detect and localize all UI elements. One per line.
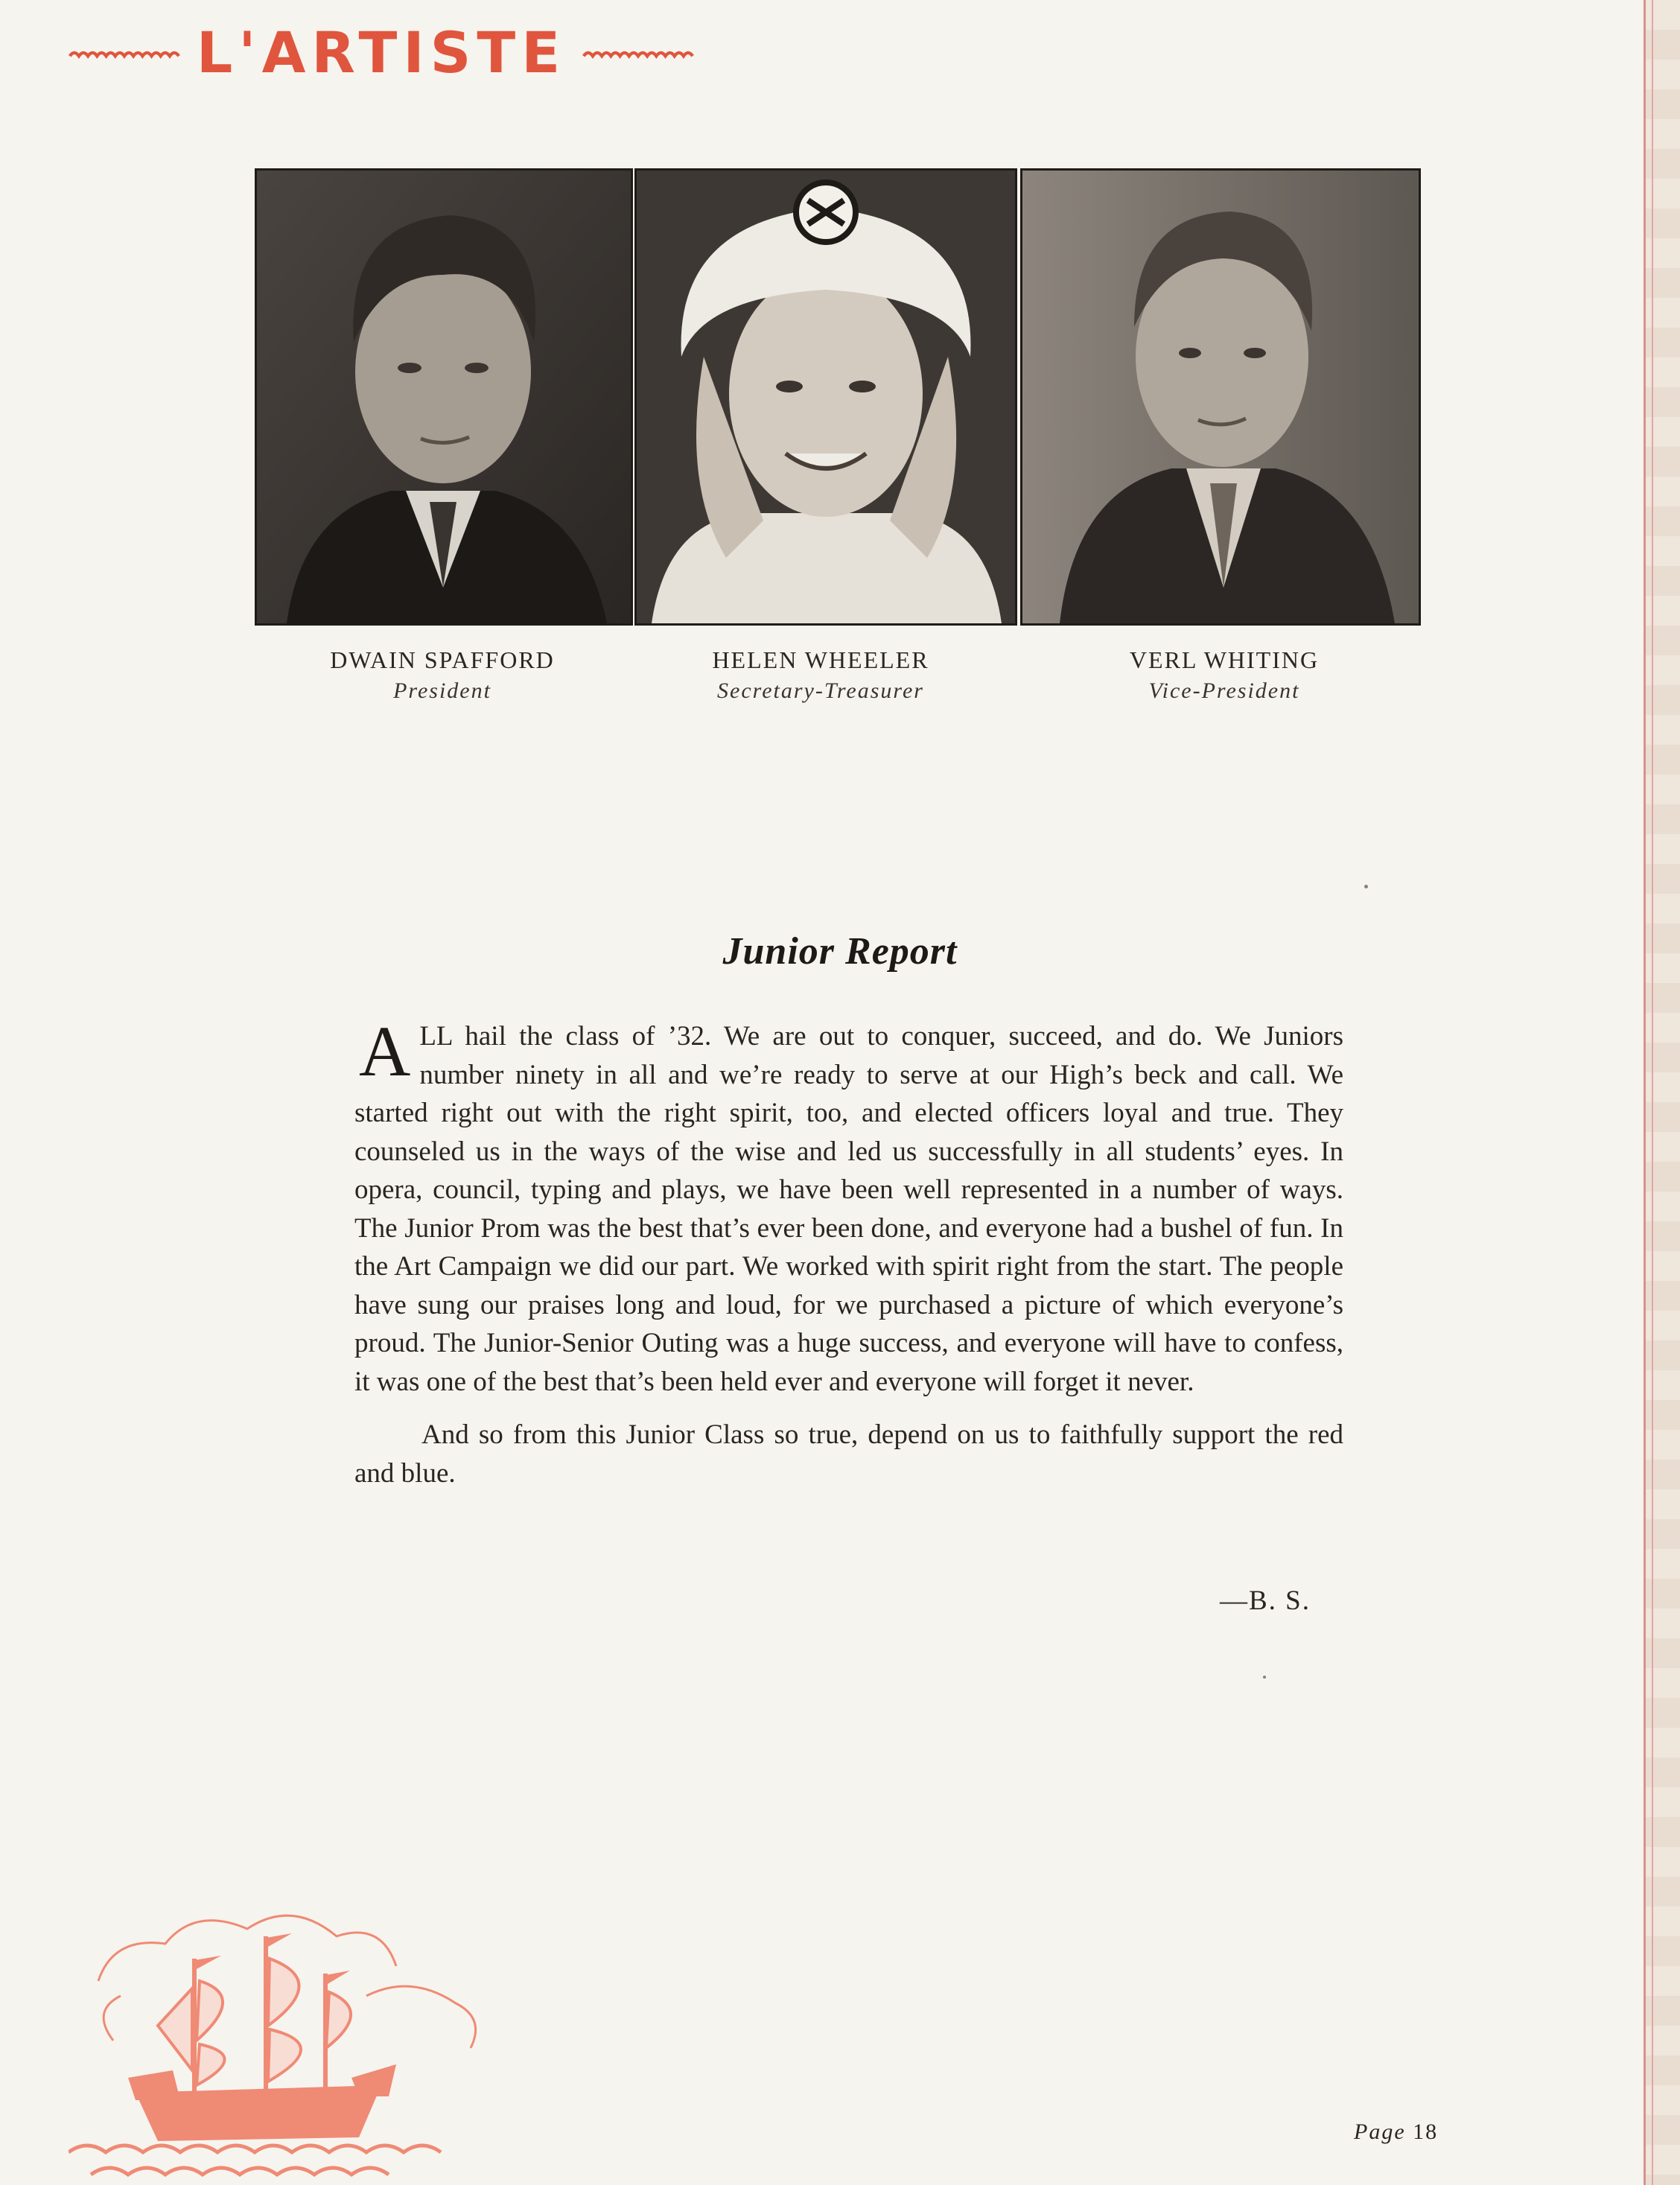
page-label: Page [1354,2119,1406,2144]
portrait-helen-wheeler [634,168,1017,626]
page-number-value: 18 [1413,2119,1439,2144]
officer-title: Secretary-Treasurer [717,678,924,703]
report-body [354,1011,1343,1492]
wave-ornament-right [582,37,694,67]
caption-spafford [271,646,614,704]
speck [1364,885,1368,888]
portrait-verl-whiting [1020,168,1421,626]
report-paragraph-2: And so from this Junior Class so true, depend on us to faithfully support the red and blue. [354,1419,1343,1489]
page-binding-edge [1644,0,1680,2185]
portrait-dwain-spafford [255,168,633,626]
report-heading: Junior Report [722,930,958,973]
masthead-title: L'ARTISTE [196,19,567,86]
ship-icon [69,1892,500,2185]
masthead [69,7,694,97]
officer-name: VERL WHITING [1129,646,1320,673]
caption-wheeler [649,646,992,704]
caption-whiting [1053,646,1396,704]
page-number [1354,2119,1438,2145]
signature: —B. S. [1219,1586,1311,1616]
officer-title: Vice-President [1148,678,1300,703]
officer-name: DWAIN SPAFFORD [330,646,555,673]
report-paragraph-1 [354,1011,1343,1401]
drop-cap: A [359,1011,411,1091]
officer-name: HELEN WHEELER [712,646,929,673]
speck [1263,1676,1266,1679]
wave-ornament-left [69,37,180,67]
officer-title: President [393,678,491,703]
paragraph-1-text: LL hail the class of ’32. We are out to conquer, succeed, and do. We Juniors number ninety in all and we’re ready to serve at our High’s beck and call. We started right out with the right spirit, too, and elected officers loyal and true. They counseled us in the ways of the wise and led us successfully in all students’ eyes. In opera, council, typing and plays, we have been well represented in a number of ways. The Junior Prom was the best that’s ever been done, and everyone had a bushel of fun. In the Art Campaign we did our part. We worked with spirit right from the start. The people have sung our praises long and loud, for we purchased a picture of which everyone’s proud. The Junior-Senior Outing was a huge success, and everyone will have to confess, it was one of the best that’s been held ever and everyone will forget it never. [354,1021,1343,1397]
